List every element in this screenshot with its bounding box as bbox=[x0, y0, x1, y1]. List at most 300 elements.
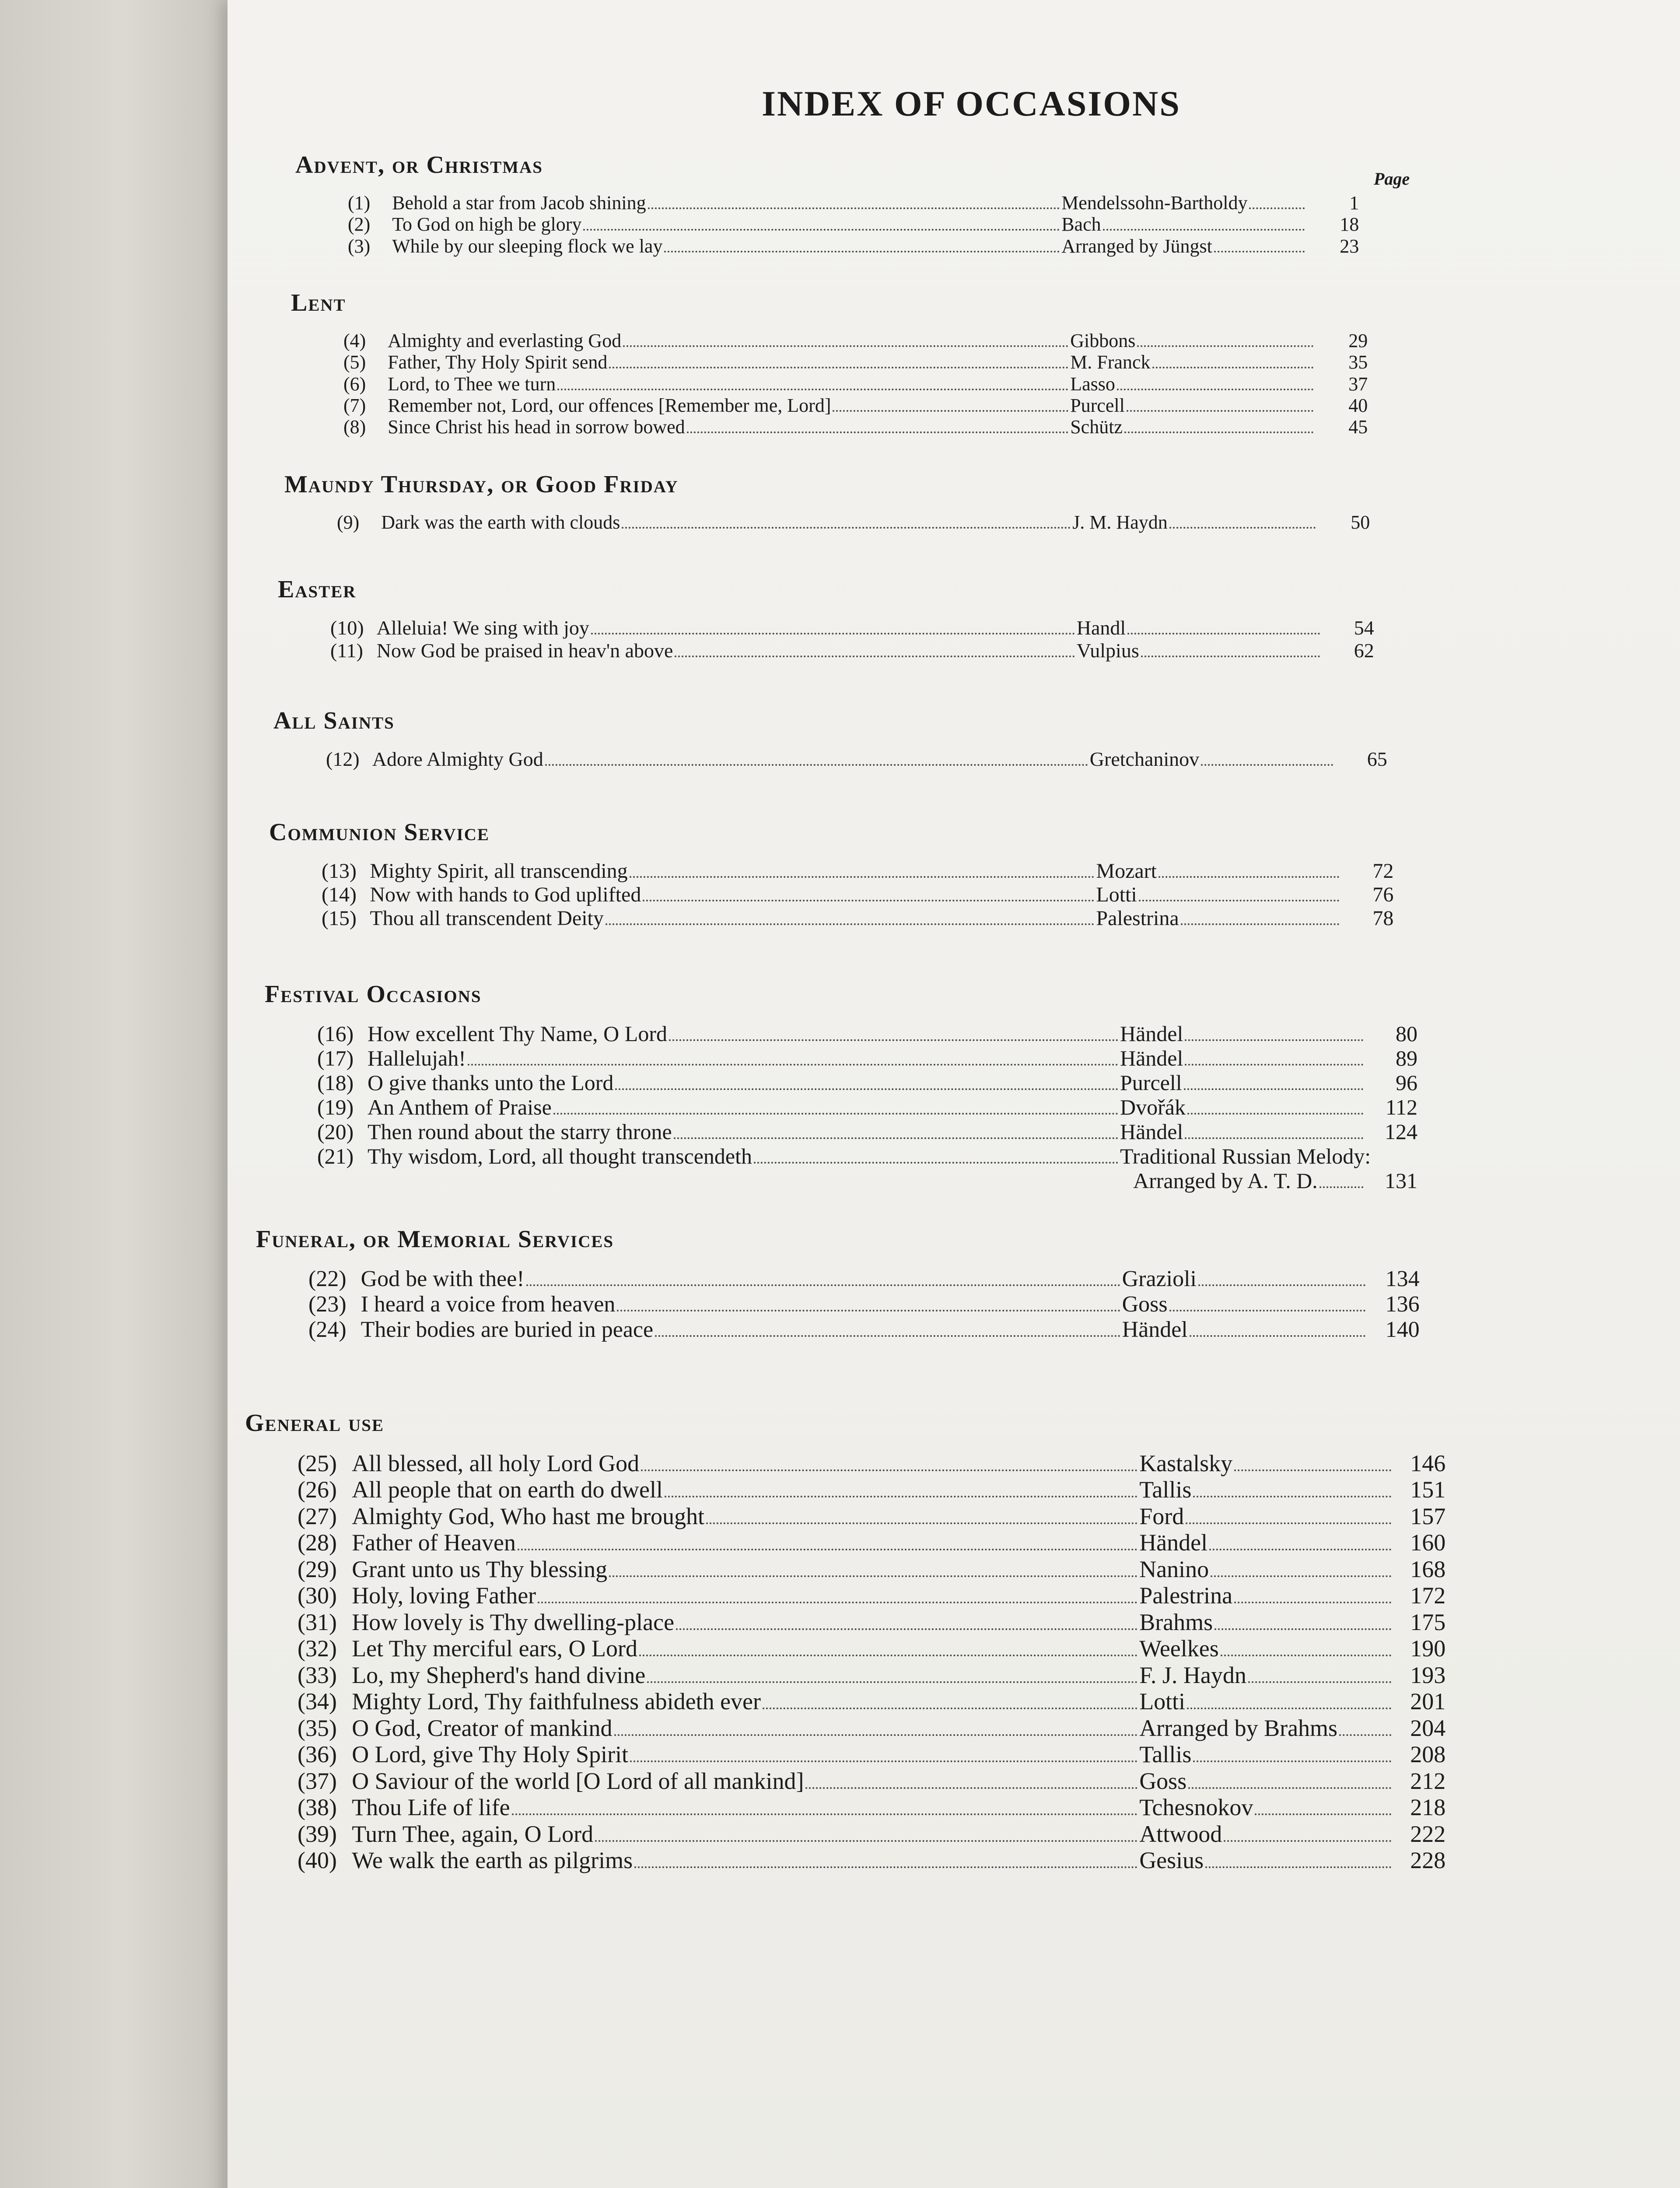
entry-composer: Arranged by Brahms bbox=[1139, 1715, 1338, 1741]
entry-composer: Gibbons bbox=[1070, 330, 1136, 351]
entry-number: (4) bbox=[343, 330, 366, 351]
entry-page-number: 228 bbox=[1410, 1847, 1446, 1874]
entry-number: (14) bbox=[322, 883, 357, 906]
entry-title: Lord, to Thee we turn bbox=[388, 373, 556, 395]
entry-page-number: 18 bbox=[1340, 214, 1359, 235]
entry-composer: Traditional Russian Melody: bbox=[1120, 1144, 1371, 1168]
entry-page-number: 80 bbox=[1396, 1021, 1418, 1046]
dot-leader bbox=[1209, 1535, 1391, 1550]
dot-leader bbox=[1187, 1100, 1363, 1115]
list-item bbox=[298, 1635, 1562, 1662]
page-title: INDEX OF OCCASIONS bbox=[762, 84, 1181, 123]
section-heading: All Saints bbox=[273, 707, 395, 734]
entry-title: Alleluia! We sing with joy bbox=[376, 617, 589, 639]
entry-page-number: 89 bbox=[1396, 1046, 1418, 1070]
list-item bbox=[298, 1556, 1562, 1582]
dot-leader bbox=[1198, 1271, 1365, 1286]
section-heading: Communion Service bbox=[269, 819, 490, 846]
index-section bbox=[269, 818, 1562, 930]
entry-composer: Purcell bbox=[1070, 394, 1125, 416]
dot-leader bbox=[1152, 355, 1314, 368]
entry-number: (24) bbox=[308, 1317, 346, 1343]
entry-number: (36) bbox=[298, 1741, 337, 1768]
dot-leader bbox=[1339, 1720, 1391, 1736]
entry-number: (22) bbox=[308, 1266, 346, 1291]
dot-leader bbox=[676, 1614, 1138, 1630]
entry-number: (6) bbox=[343, 373, 366, 395]
entry-title: Lo, my Shepherd's hand divine bbox=[352, 1662, 646, 1688]
entry-title: Let Thy merciful ears, O Lord bbox=[352, 1635, 637, 1662]
section-heading: Festival Occasions bbox=[265, 981, 482, 1008]
entry-composer: Schütz bbox=[1070, 416, 1123, 438]
entry-title: Remember not, Lord, our offences [Remember me, Lord] bbox=[388, 394, 831, 416]
entry-page-number: 160 bbox=[1410, 1529, 1446, 1556]
dot-leader bbox=[643, 887, 1094, 901]
dot-leader bbox=[609, 355, 1068, 368]
dot-leader bbox=[1214, 1614, 1391, 1630]
entry-page-number: 201 bbox=[1410, 1688, 1446, 1715]
entry-title: An Anthem of Praise bbox=[368, 1095, 552, 1119]
dot-leader bbox=[1320, 1173, 1363, 1188]
entry-composer: Tallis bbox=[1139, 1476, 1192, 1503]
entry-composer: Händel bbox=[1139, 1529, 1208, 1556]
dot-leader bbox=[754, 1149, 1118, 1164]
entry-title: All blessed, all holy Lord God bbox=[352, 1450, 640, 1476]
entry-number: (31) bbox=[298, 1609, 337, 1635]
entry-number: (21) bbox=[317, 1144, 354, 1168]
dot-leader bbox=[1117, 377, 1313, 390]
section-heading: Easter bbox=[278, 576, 357, 603]
list-item bbox=[317, 1119, 1562, 1144]
dot-leader bbox=[518, 1535, 1138, 1550]
dot-leader bbox=[1103, 217, 1305, 231]
list-item bbox=[298, 1503, 1562, 1529]
dot-leader bbox=[583, 217, 1060, 231]
entry-number: (9) bbox=[337, 512, 360, 533]
section-heading: General use bbox=[245, 1410, 384, 1437]
entry-number: (17) bbox=[317, 1046, 354, 1070]
entry-title: O Lord, give Thy Holy Spirit bbox=[352, 1741, 629, 1768]
entry-page-number: 218 bbox=[1410, 1794, 1446, 1821]
entry-list bbox=[308, 1266, 1562, 1343]
section-heading: Advent, or Christmas bbox=[295, 151, 543, 179]
list-item bbox=[317, 1070, 1562, 1095]
entry-composer: Mozart bbox=[1096, 859, 1157, 883]
entry-page-number: 140 bbox=[1385, 1317, 1420, 1343]
entry-title: We walk the earth as pilgrims bbox=[352, 1847, 633, 1874]
entry-composer: Nanino bbox=[1139, 1556, 1209, 1582]
entry-composer: Dvořák bbox=[1120, 1095, 1186, 1119]
entry-page-number: 124 bbox=[1385, 1119, 1418, 1144]
dot-leader bbox=[630, 863, 1095, 878]
entry-composer: Attwood bbox=[1139, 1820, 1222, 1847]
entry-page-number: 193 bbox=[1410, 1662, 1446, 1688]
list-item bbox=[317, 1021, 1562, 1046]
list-item bbox=[298, 1821, 1562, 1847]
entry-list bbox=[326, 748, 1562, 771]
entry-composer: Purcell bbox=[1120, 1070, 1182, 1095]
list-item bbox=[298, 1715, 1562, 1741]
entry-page-number: 54 bbox=[1354, 617, 1374, 639]
entry-number: (15) bbox=[322, 906, 357, 930]
dot-leader bbox=[1137, 334, 1313, 347]
dot-leader bbox=[1169, 1296, 1365, 1311]
entry-number: (20) bbox=[317, 1119, 354, 1144]
list-item bbox=[348, 214, 1562, 235]
entry-composer: F. J. Haydn bbox=[1139, 1662, 1246, 1688]
dot-leader bbox=[706, 1508, 1138, 1524]
list-item bbox=[298, 1450, 1562, 1476]
entry-title: Dark was the earth with clouds bbox=[381, 512, 620, 533]
entry-number: (16) bbox=[317, 1021, 354, 1046]
dot-leader bbox=[1127, 398, 1313, 411]
entry-number: (5) bbox=[343, 351, 366, 373]
index-section bbox=[284, 470, 1562, 533]
dot-leader bbox=[1234, 1588, 1391, 1603]
entry-page-number: 40 bbox=[1348, 394, 1368, 416]
entry-composer: Händel bbox=[1122, 1317, 1188, 1343]
list-item bbox=[343, 330, 1562, 351]
entry-composer: Lotti bbox=[1096, 883, 1137, 906]
dot-leader bbox=[664, 239, 1060, 252]
entry-title: Father, Thy Holy Spirit send bbox=[388, 351, 608, 373]
entry-composer: Vulpius bbox=[1076, 639, 1139, 662]
entry-title: O Saviour of the world [O Lord of all mankind] bbox=[352, 1767, 804, 1794]
entry-composer: Palestrina bbox=[1139, 1582, 1233, 1609]
dot-leader bbox=[1211, 1561, 1391, 1577]
entry-composer: Händel bbox=[1120, 1119, 1183, 1144]
list-item bbox=[298, 1529, 1562, 1556]
dot-leader bbox=[1124, 420, 1313, 433]
list-item bbox=[308, 1292, 1562, 1317]
dot-leader bbox=[1193, 1482, 1391, 1497]
entry-number: (25) bbox=[298, 1450, 337, 1476]
dot-leader bbox=[1221, 1641, 1391, 1656]
dot-leader bbox=[1184, 1075, 1363, 1090]
entry-page-number: 190 bbox=[1410, 1635, 1446, 1662]
list-item bbox=[326, 748, 1562, 771]
dot-leader bbox=[639, 1641, 1138, 1656]
dot-leader bbox=[623, 334, 1068, 347]
entry-composer: Mendelssohn-Bartholdy bbox=[1061, 192, 1248, 214]
entry-page-number: 168 bbox=[1410, 1556, 1446, 1582]
entry-page-number: 175 bbox=[1410, 1609, 1446, 1635]
dot-leader bbox=[669, 1026, 1118, 1041]
entry-page-number: 62 bbox=[1354, 639, 1374, 662]
dot-leader bbox=[763, 1694, 1138, 1709]
entry-number: (34) bbox=[298, 1688, 337, 1715]
entry-composer: Gretchaninov bbox=[1089, 748, 1200, 770]
list-item bbox=[298, 1794, 1562, 1820]
entry-title: Now with hands to God uplifted bbox=[370, 883, 641, 906]
facing-page bbox=[0, 0, 228, 2188]
entry-page-number: 208 bbox=[1410, 1741, 1446, 1768]
dot-leader bbox=[1193, 1746, 1391, 1762]
dot-leader bbox=[1141, 643, 1320, 657]
list-item bbox=[343, 416, 1562, 438]
entry-page-number: 1 bbox=[1349, 192, 1359, 214]
entry-title: Now God be praised in heav'n above bbox=[376, 639, 673, 662]
list-item bbox=[308, 1266, 1562, 1292]
entry-page-number: 76 bbox=[1372, 883, 1394, 906]
list-item bbox=[343, 395, 1562, 416]
dot-leader bbox=[622, 515, 1071, 529]
entry-composer: Lotti bbox=[1139, 1688, 1186, 1715]
page-column-label: Page bbox=[1374, 169, 1410, 189]
dot-leader bbox=[1127, 621, 1320, 635]
list-item bbox=[298, 1476, 1562, 1503]
entry-title: Thou all transcendent Deity bbox=[370, 906, 604, 930]
list-item bbox=[330, 639, 1562, 662]
entry-number: (32) bbox=[298, 1635, 337, 1662]
list-item bbox=[298, 1847, 1562, 1873]
entry-page-number: 222 bbox=[1410, 1820, 1446, 1847]
entry-number: (39) bbox=[298, 1820, 337, 1847]
entry-number: (1) bbox=[348, 192, 371, 214]
entry-title: While by our sleeping flock we lay bbox=[392, 235, 663, 257]
dot-leader bbox=[1187, 1694, 1391, 1709]
dot-leader bbox=[675, 643, 1074, 657]
index-section bbox=[256, 1225, 1562, 1343]
entry-title: Turn Thee, again, O Lord bbox=[352, 1820, 594, 1847]
list-item bbox=[337, 512, 1562, 533]
list-item bbox=[348, 192, 1562, 214]
list-item bbox=[317, 1144, 1562, 1193]
entry-title: All people that on earth do dwell bbox=[352, 1476, 663, 1503]
entry-title: Thou Life of life bbox=[352, 1794, 510, 1821]
entry-number: (3) bbox=[348, 235, 371, 257]
dot-leader bbox=[833, 398, 1068, 411]
index-section bbox=[245, 1409, 1562, 1874]
entry-composer-line2: Arranged by A. T. D. bbox=[1133, 1168, 1318, 1193]
dot-leader bbox=[665, 1482, 1138, 1497]
entry-number: (8) bbox=[343, 416, 366, 438]
dot-leader bbox=[647, 1667, 1138, 1683]
index-page bbox=[228, 0, 1680, 2188]
list-item bbox=[330, 617, 1562, 639]
entry-number: (7) bbox=[343, 394, 366, 416]
entry-number: (10) bbox=[330, 617, 364, 639]
entry-title: How lovely is Thy dwelling-place bbox=[352, 1609, 675, 1635]
entry-list bbox=[298, 1450, 1562, 1874]
list-item bbox=[322, 859, 1562, 883]
entry-composer: Handl bbox=[1076, 617, 1126, 639]
entry-page-number: 172 bbox=[1410, 1582, 1446, 1609]
list-item bbox=[322, 883, 1562, 907]
entry-title: Mighty Lord, Thy faithfulness abideth ever bbox=[352, 1688, 761, 1715]
entry-page-number: 212 bbox=[1410, 1767, 1446, 1794]
entry-number: (28) bbox=[298, 1529, 337, 1556]
entry-composer: Goss bbox=[1122, 1292, 1168, 1317]
entry-title: Mighty Spirit, all transcending bbox=[370, 859, 628, 883]
index-section bbox=[265, 980, 1562, 1193]
entry-title: Father of Heaven bbox=[352, 1529, 516, 1556]
entry-page-number: 72 bbox=[1372, 859, 1394, 883]
dot-leader bbox=[1188, 1773, 1391, 1788]
entry-list bbox=[337, 512, 1562, 533]
list-item bbox=[298, 1688, 1562, 1715]
dot-leader bbox=[1190, 1322, 1365, 1337]
entry-composer: Kastalsky bbox=[1139, 1450, 1233, 1476]
list-item bbox=[317, 1046, 1562, 1070]
entry-page-number: 134 bbox=[1385, 1266, 1420, 1291]
dot-leader bbox=[1214, 239, 1305, 252]
dot-leader bbox=[468, 1051, 1118, 1066]
entry-number: (33) bbox=[298, 1662, 337, 1688]
dot-leader bbox=[606, 911, 1095, 925]
entry-list bbox=[330, 617, 1562, 662]
index-section bbox=[291, 289, 1562, 438]
entry-composer: Ford bbox=[1139, 1503, 1184, 1529]
dot-leader bbox=[634, 1852, 1138, 1868]
entry-list bbox=[317, 1021, 1562, 1193]
dot-leader bbox=[617, 1296, 1120, 1311]
entry-composer: Weelkes bbox=[1139, 1635, 1219, 1662]
dot-leader bbox=[1186, 1508, 1391, 1524]
dot-leader bbox=[1255, 1799, 1391, 1815]
entry-title: O God, Creator of mankind bbox=[352, 1715, 612, 1741]
entry-page-number: 151 bbox=[1410, 1476, 1446, 1503]
entry-page-number: 112 bbox=[1385, 1095, 1418, 1119]
entry-page-number: 65 bbox=[1367, 748, 1387, 770]
dot-leader bbox=[545, 752, 1088, 766]
dot-leader bbox=[591, 621, 1075, 635]
entry-page-number: 37 bbox=[1348, 373, 1368, 395]
entry-title: God be with thee! bbox=[360, 1266, 525, 1291]
entry-composer: Grazioli bbox=[1122, 1266, 1197, 1291]
entry-title: I heard a voice from heaven bbox=[360, 1292, 616, 1317]
dot-leader bbox=[648, 196, 1060, 209]
list-item bbox=[298, 1741, 1562, 1767]
entry-title: To God on high be glory bbox=[392, 214, 582, 235]
index-section bbox=[273, 707, 1562, 771]
dot-leader bbox=[595, 1826, 1138, 1841]
entry-title: How excellent Thy Name, O Lord bbox=[368, 1021, 667, 1046]
dot-leader bbox=[553, 1100, 1118, 1115]
entry-title: Adore Almighty God bbox=[372, 748, 543, 770]
dot-leader bbox=[1169, 515, 1316, 529]
list-item bbox=[343, 351, 1562, 373]
entry-title: Almighty and everlasting God bbox=[388, 330, 622, 351]
section-heading: Funeral, or Memorial Services bbox=[256, 1226, 614, 1253]
entry-title: Then round about the starry throne bbox=[368, 1119, 672, 1144]
entry-composer: Lasso bbox=[1070, 373, 1115, 395]
dot-leader bbox=[687, 420, 1069, 433]
entry-list bbox=[343, 330, 1562, 438]
entry-composer: Palestrina bbox=[1096, 906, 1179, 930]
entry-number: (19) bbox=[317, 1095, 354, 1119]
entry-composer: Tallis bbox=[1139, 1741, 1192, 1768]
entry-page-number: 157 bbox=[1410, 1503, 1446, 1529]
list-item bbox=[308, 1317, 1562, 1343]
entry-title: Hallelujah! bbox=[368, 1046, 466, 1070]
dot-leader bbox=[1234, 1455, 1391, 1471]
entry-list bbox=[348, 192, 1562, 257]
entry-number: (30) bbox=[298, 1582, 337, 1609]
entry-page-number: 50 bbox=[1351, 512, 1370, 533]
list-item bbox=[298, 1582, 1562, 1609]
entry-title: Grant unto us Thy blessing bbox=[352, 1556, 608, 1582]
dot-leader bbox=[1185, 1026, 1363, 1041]
dot-leader bbox=[1248, 1667, 1391, 1683]
dot-leader bbox=[674, 1124, 1118, 1139]
dot-leader bbox=[630, 1746, 1138, 1762]
entry-title: O give thanks unto the Lord bbox=[368, 1070, 614, 1095]
entry-number: (26) bbox=[298, 1476, 337, 1503]
entry-composer: Brahms bbox=[1139, 1609, 1213, 1635]
entry-number: (27) bbox=[298, 1503, 337, 1529]
section-heading: Lent bbox=[291, 289, 346, 316]
entry-composer: Gesius bbox=[1139, 1847, 1204, 1874]
entry-page-number: 29 bbox=[1348, 330, 1368, 351]
list-item bbox=[322, 907, 1562, 930]
list-item bbox=[298, 1768, 1562, 1794]
entry-page-number: 146 bbox=[1410, 1450, 1446, 1476]
entry-number: (11) bbox=[330, 639, 363, 662]
entry-title: Holy, loving Father bbox=[352, 1582, 536, 1609]
entry-composer: Händel bbox=[1120, 1021, 1183, 1046]
dot-leader bbox=[615, 1075, 1118, 1090]
index-section bbox=[278, 575, 1562, 662]
dot-leader bbox=[641, 1455, 1138, 1471]
entry-title: Since Christ his head in sorrow bowed bbox=[388, 416, 685, 438]
entry-composer: Arranged by Jüngst bbox=[1061, 235, 1212, 257]
dot-leader bbox=[1185, 1051, 1363, 1066]
entry-number: (37) bbox=[298, 1767, 337, 1794]
entry-page-number: 35 bbox=[1348, 351, 1368, 373]
entry-number: (13) bbox=[322, 859, 357, 883]
dot-leader bbox=[609, 1561, 1138, 1577]
list-item bbox=[317, 1095, 1562, 1119]
index-section bbox=[295, 151, 1562, 257]
section-heading: Maundy Thursday, or Good Friday bbox=[284, 471, 679, 498]
entry-number: (40) bbox=[298, 1847, 337, 1874]
entry-title: Behold a star from Jacob shining bbox=[392, 192, 646, 214]
dot-leader bbox=[1249, 196, 1305, 209]
entry-number: (38) bbox=[298, 1794, 337, 1821]
entry-number: (12) bbox=[326, 748, 360, 770]
entry-composer: J. M. Haydn bbox=[1072, 512, 1168, 533]
dot-leader bbox=[1185, 1124, 1363, 1139]
list-item bbox=[343, 373, 1562, 395]
list-item bbox=[298, 1662, 1562, 1688]
dot-leader bbox=[1158, 863, 1339, 878]
entry-title: Almighty God, Who hast me brought bbox=[352, 1503, 705, 1529]
entry-composer: M. Franck bbox=[1070, 351, 1151, 373]
entry-number: (18) bbox=[317, 1070, 354, 1095]
dot-leader bbox=[526, 1271, 1120, 1286]
dot-leader bbox=[512, 1799, 1138, 1815]
list-item bbox=[348, 235, 1562, 257]
dot-leader bbox=[1224, 1826, 1391, 1841]
entry-number: (35) bbox=[298, 1715, 337, 1741]
dot-leader bbox=[1201, 752, 1333, 766]
entry-page-number: 23 bbox=[1340, 235, 1359, 257]
entry-title: Their bodies are buried in peace bbox=[360, 1317, 654, 1343]
entry-page-number: 136 bbox=[1385, 1292, 1420, 1317]
entry-number: (23) bbox=[308, 1292, 346, 1317]
dot-leader bbox=[614, 1720, 1138, 1736]
dot-leader bbox=[1181, 911, 1340, 925]
entry-page-number: 131 bbox=[1385, 1168, 1418, 1193]
entry-page-number: 45 bbox=[1348, 416, 1368, 438]
dot-leader bbox=[1205, 1852, 1391, 1868]
entry-composer: Händel bbox=[1120, 1046, 1183, 1070]
dot-leader bbox=[557, 377, 1068, 390]
entry-page-number: 78 bbox=[1372, 906, 1394, 930]
entry-composer: Tchesnokov bbox=[1139, 1794, 1253, 1821]
entry-number: (2) bbox=[348, 214, 371, 235]
